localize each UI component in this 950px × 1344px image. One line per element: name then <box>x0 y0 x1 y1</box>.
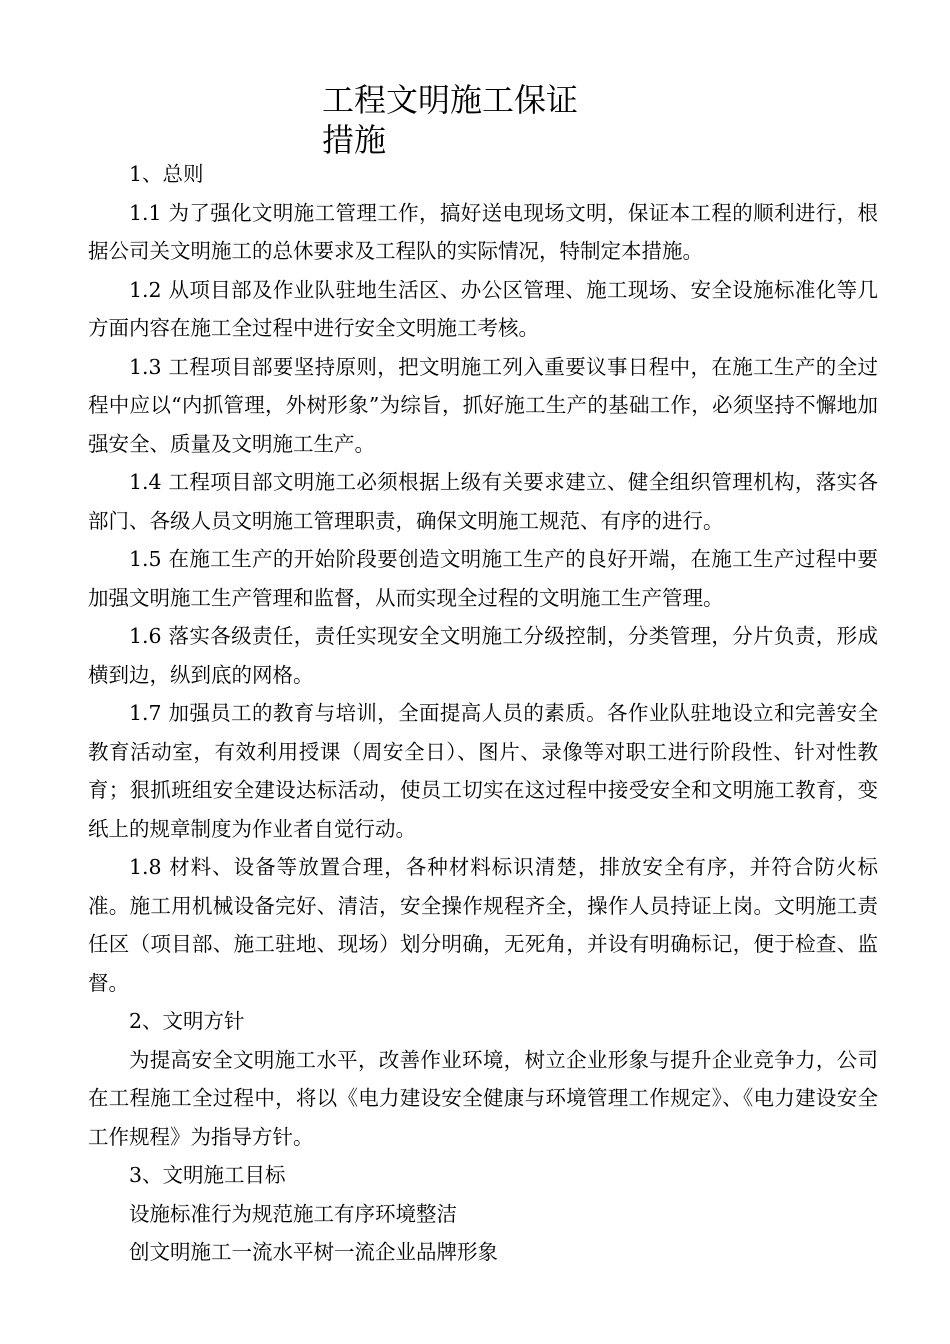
goal-line-2: 创文明施工一流水平树一流企业品牌形象 <box>129 1240 498 1264</box>
paragraph-1-5: 1.5 在施工生产的开始阶段要创造文明施工生产的良好开端，在施工生产过程中要加强文明施工生产管理和监督，从而实现全过程的文明施工生产管理。 <box>88 547 878 610</box>
paragraph-1-6: 1.6 落实各级责任，责任实现安全文明施工分级控制，分类管理，分片负责，形成横到边，纵到底的网格。 <box>88 624 878 687</box>
paragraph-1-1: 1.1 为了强化文明施工管理工作，搞好送电现场文明，保证本工程的顺利进行，根据公司关文明施工的总休要求及工程队的实际情况，特制定本措施。 <box>88 200 878 263</box>
section-heading-policy: 2、文明方针 <box>129 1009 245 1033</box>
document-title-line-2: 措施 <box>322 121 387 159</box>
document-title <box>322 80 622 160</box>
paragraph-1-4: 1.4 工程项目部文明施工必须根据上级有关要求建立、健全组织管理机构，落实各部门、各级人员文明施工管理职责，确保文明施工规范、有序的进行。 <box>88 470 878 533</box>
paragraph-policy: 为提高安全文明施工水平，改善作业环境，树立企业形象与提升企业竞争力，公司在工程施工全过程中，将以《电力建设安全健康与环境管理工作规定》、《电力建设安全工作规程》为指导方针。 <box>88 1047 878 1149</box>
paragraph-1-2: 1.2 从项目部及作业队驻地生活区、办公区管理、施工现场、安全设施标准化等几方面内容在施工全过程中进行安全文明施工考核。 <box>88 277 878 340</box>
section-heading-general: 1、总则 <box>129 162 204 186</box>
document-body <box>88 155 878 1272</box>
paragraph-1-3: 1.3 工程项目部要坚持原则，把文明施工列入重要议事日程中，在施工生产的全过程中应以“内抓管理，外树形象”为综旨，抓好施工生产的基础工作，必须坚持不懈地加强安全、质量及文明施工生产。 <box>88 354 878 456</box>
paragraph-1-7: 1.7 加强员工的教育与培训，全面提高人员的素质。各作业队驻地设立和完善安全教育活动室，有效利用授课（周安全日）、图片、录像等对职工进行阶段性、针对性教育；狠抓班组安全建设达标活动，使员工切实在这过程中接受安全和文明施工教育，变纸上的规章制度为作业者自觉行动。 <box>88 701 878 841</box>
section-heading-goals: 3、文明施工目标 <box>129 1163 286 1187</box>
document-title-line-1: 工程文明施工保证 <box>322 81 579 119</box>
goal-line-1: 设施标准行为规范施工有序环境整洁 <box>129 1201 457 1226</box>
paragraph-1-8: 1.8 材料、设备等放置合理，各种材料标识清楚，排放安全有序，并符合防火标准。施工用机械设备完好、清洁，安全操作规程齐全，操作人员持证上岗。文明施工责任区（项目部、施工驻地、现场）划分明确，无死角，并设有明确标记，便于检查、监督。 <box>88 855 878 995</box>
